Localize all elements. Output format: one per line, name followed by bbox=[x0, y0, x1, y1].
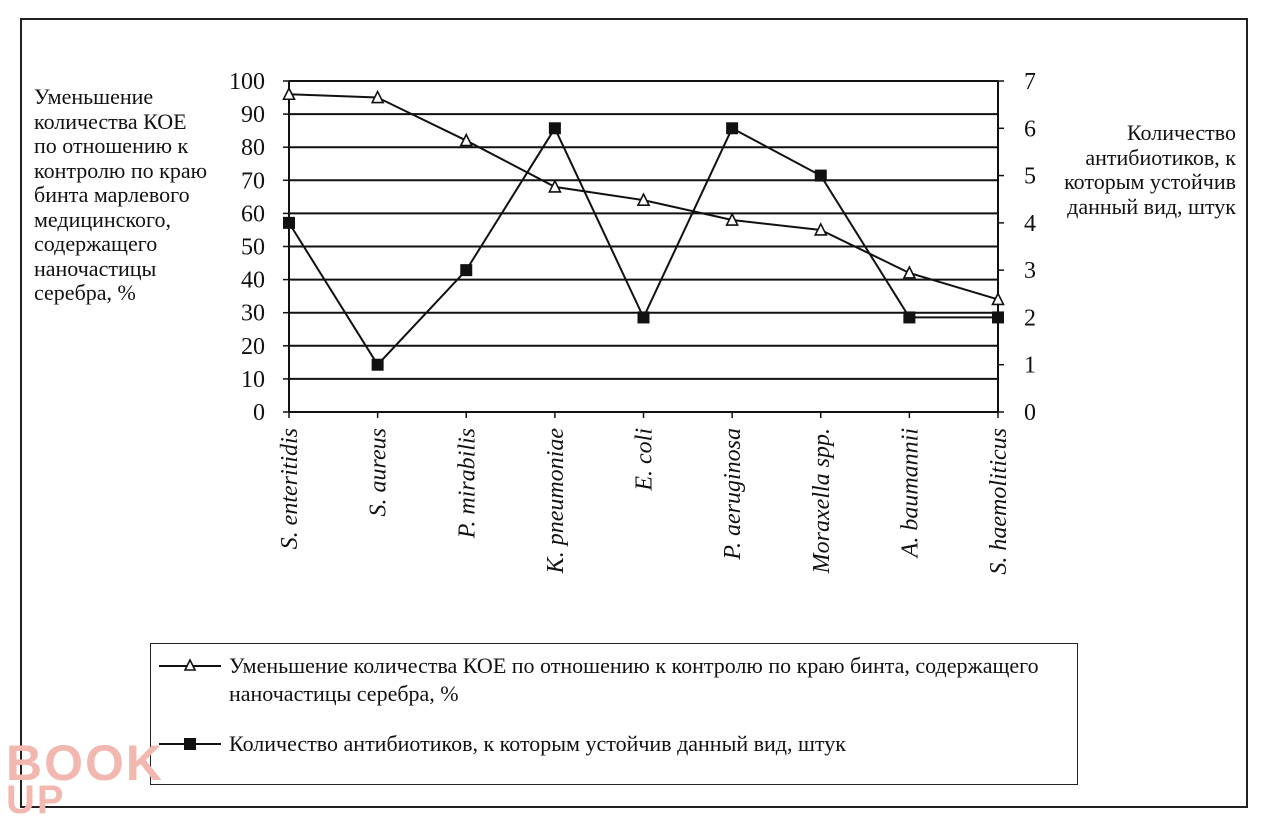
x-axis-category-label: E. coli bbox=[631, 428, 658, 491]
left-axis-tick-label: 0 bbox=[253, 400, 265, 426]
legend-triangle-marker-icon bbox=[159, 656, 221, 676]
right-axis-tick-label: 2 bbox=[1024, 305, 1036, 332]
legend-entry-antibiotics bbox=[159, 730, 1079, 758]
left-axis-tick-label: 100 bbox=[229, 69, 265, 95]
legend-entry-cfu-reduction bbox=[159, 652, 1079, 708]
right-axis-tick-label: 4 bbox=[1024, 210, 1036, 237]
x-axis-category-label: S. enteritidis bbox=[277, 428, 303, 550]
right-axis-title: Количество антибиотиков, к которым устойчив данный вид, штук bbox=[1064, 120, 1236, 219]
watermark-line-2: UP bbox=[6, 778, 66, 822]
left-axis-tick-label: 20 bbox=[241, 333, 265, 360]
cfu-reduction-point bbox=[461, 135, 472, 146]
left-axis-title: Уменьшение количества КОЕ по отношению к контролю по краю бинта марлевого медицинского, содержащего наночастицы серебра, % bbox=[34, 84, 208, 305]
antibiotics-point bbox=[815, 170, 827, 182]
left-axis-tick-label: 70 bbox=[241, 168, 265, 195]
right-axis-tick-label: 3 bbox=[1024, 258, 1036, 285]
left-axis-tick-label: 30 bbox=[241, 300, 265, 327]
bookup-watermark-logo bbox=[6, 735, 166, 822]
legend bbox=[150, 643, 1078, 785]
right-axis-tick-label: 1 bbox=[1024, 352, 1036, 379]
antibiotics-point bbox=[903, 311, 915, 323]
left-axis-tick-label: 40 bbox=[241, 267, 265, 294]
left-axis-tick-label: 90 bbox=[241, 102, 265, 129]
x-axis-category-label: Moraxella spp. bbox=[808, 428, 835, 574]
left-axis-tick-label: 60 bbox=[241, 201, 265, 228]
legend-label-antibiotics: Количество антибиотиков, к которым устойчив данный вид, штук bbox=[229, 731, 846, 756]
antibiotics-point bbox=[460, 264, 472, 276]
cfu-reduction-point bbox=[904, 267, 915, 278]
antibiotics-point bbox=[992, 311, 1004, 323]
left-axis-tick-label: 10 bbox=[241, 366, 265, 393]
antibiotics-point bbox=[638, 311, 650, 323]
legend-square-marker-icon bbox=[159, 734, 221, 754]
x-axis-category-label: K. pneumoniae bbox=[542, 428, 569, 574]
x-axis-category-label: A. baumannii bbox=[897, 428, 924, 558]
x-axis-category-label: S. haemoliticus bbox=[986, 428, 1012, 575]
left-axis-tick-label: 80 bbox=[241, 135, 265, 162]
antibiotics-point bbox=[372, 359, 384, 371]
antibiotics-point bbox=[726, 122, 738, 134]
right-axis-tick-label: 0 bbox=[1024, 400, 1036, 426]
cfu-reduction-point bbox=[549, 181, 560, 192]
left-axis-tick-label: 50 bbox=[241, 234, 265, 261]
right-axis-tick-label: 6 bbox=[1024, 116, 1036, 143]
right-axis-tick-label: 5 bbox=[1024, 163, 1036, 190]
antibiotics-point bbox=[283, 217, 295, 229]
x-axis-category-label: P. mirabilis bbox=[454, 428, 481, 539]
legend-label-cfu-reduction: Уменьшение количества КОЕ по отношению к контролю по краю бинта, содержащего наночастицы серебра, % bbox=[229, 653, 1039, 706]
x-axis-category-label: S. aureus bbox=[365, 428, 392, 517]
x-axis-category-label: P. aeruginosa bbox=[720, 428, 747, 560]
right-axis-tick-label: 7 bbox=[1024, 69, 1036, 95]
antibiotics-point bbox=[549, 122, 561, 134]
watermark-line-1: BOOK bbox=[6, 735, 164, 791]
